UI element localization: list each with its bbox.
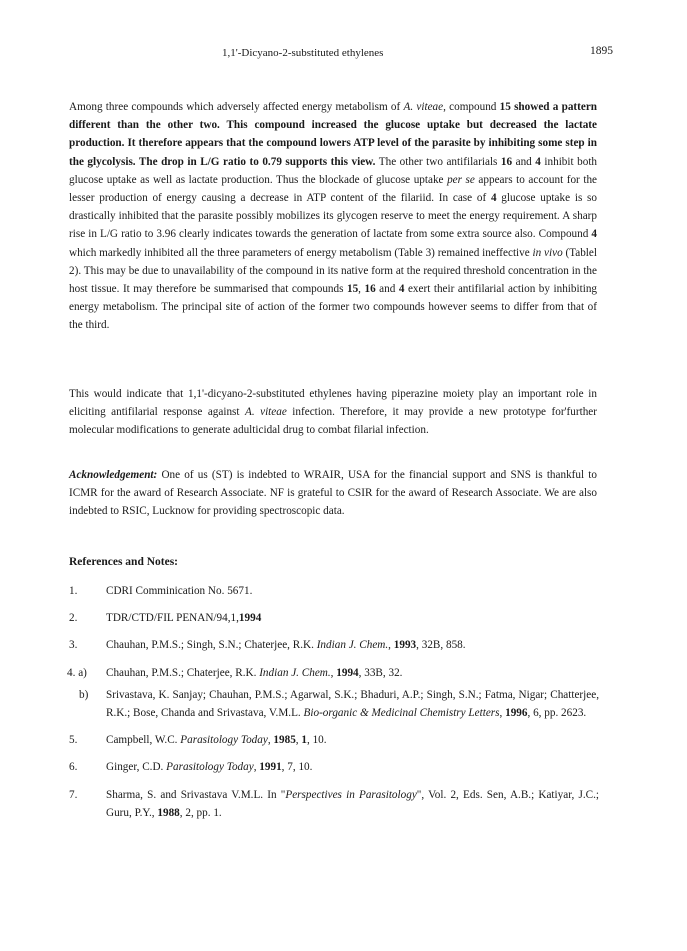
page-number: 1895 [590,45,613,57]
text-span: and [512,155,536,168]
reference-item [69,758,599,776]
text-span: glucose uptake is so drastically inhibited that the parasite possibly mobilizes its glycogen reserve to meet the energy requirement. A sharp rise in L/G ratio to 3.96 clearly indicates towards the generation of lactate from some extra source also. Compound [69,192,598,241]
reference-number: 1. [69,585,78,597]
acknowledgement-text: One of us (ST) is indebted to WRAIR, USA for the financial support and SNS is thankful to ICMR for the award of Research Associate. NF is grateful to CSIR for the award of Research Associate. We are also indebted to RSIC, Lucknow for providing spectroscopic data. [69,469,597,518]
bold-span: 15 showed a pattern different than the other two. This compound increased the glucose uptake but decreased the lactate production. It therefore appears that the compound lowers ATP level of the parasite by inhibiting some step in the glycolysis. The drop in L/G ratio to 0.79 supports this view. [69,101,598,168]
reference-text: Srivastava, K. Sanjay; Chauhan, P.M.S.; Agarwal, S.K.; Bhaduri, A.P.; Singh, S.N.; Fatma, Nigar; Chatterjee, R.K.; Bose, Chanda and Srivastava, V.M.L. Bio-organic & Medicinal Chemistry Letters, 1996, 6, pp. 2623. [106,688,599,720]
text-span: and [375,283,399,296]
reference-authors: Ginger, C.D. [106,761,167,774]
reference-year: 1994 [336,666,359,679]
reference-year: 1996 [505,707,528,720]
reference-part: ", Vol. 2, Eds. Sen, A.B.; Katiyar, J.C.; Guru, P.Y., [106,788,599,819]
italic-phrase: per se [447,173,475,186]
body-paragraph-results [69,98,597,335]
reference-part: TDR/CTD/FIL PENAN/94,1, [106,612,239,625]
journal-name: Bio-organic & Medicinal Chemistry Letters [303,707,500,720]
reference-item [69,636,599,654]
compound-number: 4 [490,192,497,205]
text-span: Among three compounds which adversely affected energy metabolism of [69,101,404,113]
reference-number: 4. a) [67,666,87,679]
reference-year: 1993 [393,639,417,652]
compound-number: 4 [535,155,541,168]
species-name: A. viteae [403,101,444,113]
reference-text: CDRI Comminication No. 5671. [106,585,253,597]
text-span: appears to account for the lesser production of energy causing a decrease in ATP content of the filariid. In case of [69,173,598,205]
reference-text [106,786,599,822]
journal-name: Indian J. Chem. [259,666,331,679]
reference-item [69,786,599,822]
reference-year: 1994 [238,612,262,625]
reference-number [69,686,106,722]
text-span: inhibit both glucose uptake as well as lactate production. Thus the blockade of glucose uptake [69,155,598,186]
text-span: infection. Therefore, it may provide a new prototype for'further molecular modifications to generate adulticidal drug to combat filarial infection. [69,406,597,437]
text-span: , [358,283,365,296]
text-span: exert their antifilarial action by inhibiting energy metabolism. The principal site of action of the former two compounds however seems to differ from that of the third. [69,283,598,332]
reference-text: Ginger, C.D. Parasitology Today, 1991, 7, 10. [106,761,313,774]
reference-year: 1988 [157,806,180,819]
reference-text: Chauhan, P.M.S.; Chaterjee, R.K. Indian J. Chem., 1994, 33B, 32. [106,666,403,679]
book-title: Perspectives in Parasitology [285,788,417,801]
reference-part: , 6, pp. 2623. [527,707,587,720]
reference-item [69,609,599,627]
reference-item [69,582,599,600]
running-title: 1,1'-Dicyano-2-substituted ethylenes [222,47,384,59]
reference-number: 7. [69,788,78,801]
reference-number: 6. [69,761,78,774]
text-span: , compound [443,101,500,113]
journal-name: Indian J. Chem. [316,639,389,652]
reference-authors: Chauhan, P.M.S.; Chaterjee, R.K. [106,666,260,679]
italic-phrase: in vivo [532,246,563,259]
journal-name: Parasitology Today [180,734,268,747]
compound-number: 4 [591,228,597,241]
reference-text [106,609,599,627]
reference-text: Chauhan, P.M.S.; Singh, S.N.; Chaterjee, R.K. Indian J. Chem., 1993, 32B, 858. [106,639,466,652]
reference-authors: Campbell, W.C. [106,734,181,747]
references-heading: References and Notes: [69,556,179,568]
text-span: The other two antifilarials [375,155,501,168]
reference-list [69,582,599,831]
reference-authors: Sharma, S. and Srivastava V.M.L. In " [106,788,286,801]
reference-part: , 10. [306,734,327,747]
reference-authors: Srivastava, K. Sanjay; Chauhan, P.M.S.; Agarwal, S.K.; Bhaduri, A.P.; Singh, S.N.; Fatma, Nigar; Chatterjee, R.K.; Bose, Chanda and Srivastava, V.M.L. [106,688,599,720]
reference-year: 1985 [273,734,296,747]
reference-part: , 2, pp. 1. [179,806,222,819]
reference-text: Campbell, W.C. Parasitology Today, 1985, 1, 10. [106,734,327,747]
acknowledgement-paragraph [69,466,597,521]
reference-item [69,731,599,749]
text-span: (Tablel 2). This may be due to unavailability of the compound in its native form at the required threshold concentration in the host tissue. It may therefore be summarised that compounds [69,246,597,296]
compound-number: 16 [500,155,513,168]
reference-authors: Chauhan, P.M.S.; Singh, S.N.; Chaterjee, R.K. [106,639,317,652]
reference-volume: 1 [301,734,307,747]
reference-part: , 7, 10. [281,761,313,774]
text-span: which markedly inhibited all the three parameters of energy metabolism (Table 3) remained ineffective [69,246,533,259]
journal-name: Parasitology Today [166,761,254,774]
text-span: This would indicate that 1,1'-dicyano-2-substituted ethylenes having piperazine moiety play an important role in eliciting antifilarial response against [69,388,597,419]
species-name: A. viteae [245,406,287,419]
compound-number: 15 [346,283,359,296]
reference-number: 5. [69,734,78,747]
compound-number: 16 [364,283,376,296]
reference-subnumber: b) [79,688,89,701]
compound-number: 4 [398,283,405,296]
reference-number: 3. [69,639,78,652]
reference-part: , 33B, 32. [358,666,403,679]
reference-number: 2. [69,612,78,625]
reference-item [69,686,599,722]
reference-part: , 32B, 858. [416,639,466,652]
body-paragraph-conclusion [69,385,597,440]
reference-year: 1991 [259,761,282,774]
acknowledgement-label: Acknowledgement: [69,469,158,481]
reference-item [69,664,599,682]
